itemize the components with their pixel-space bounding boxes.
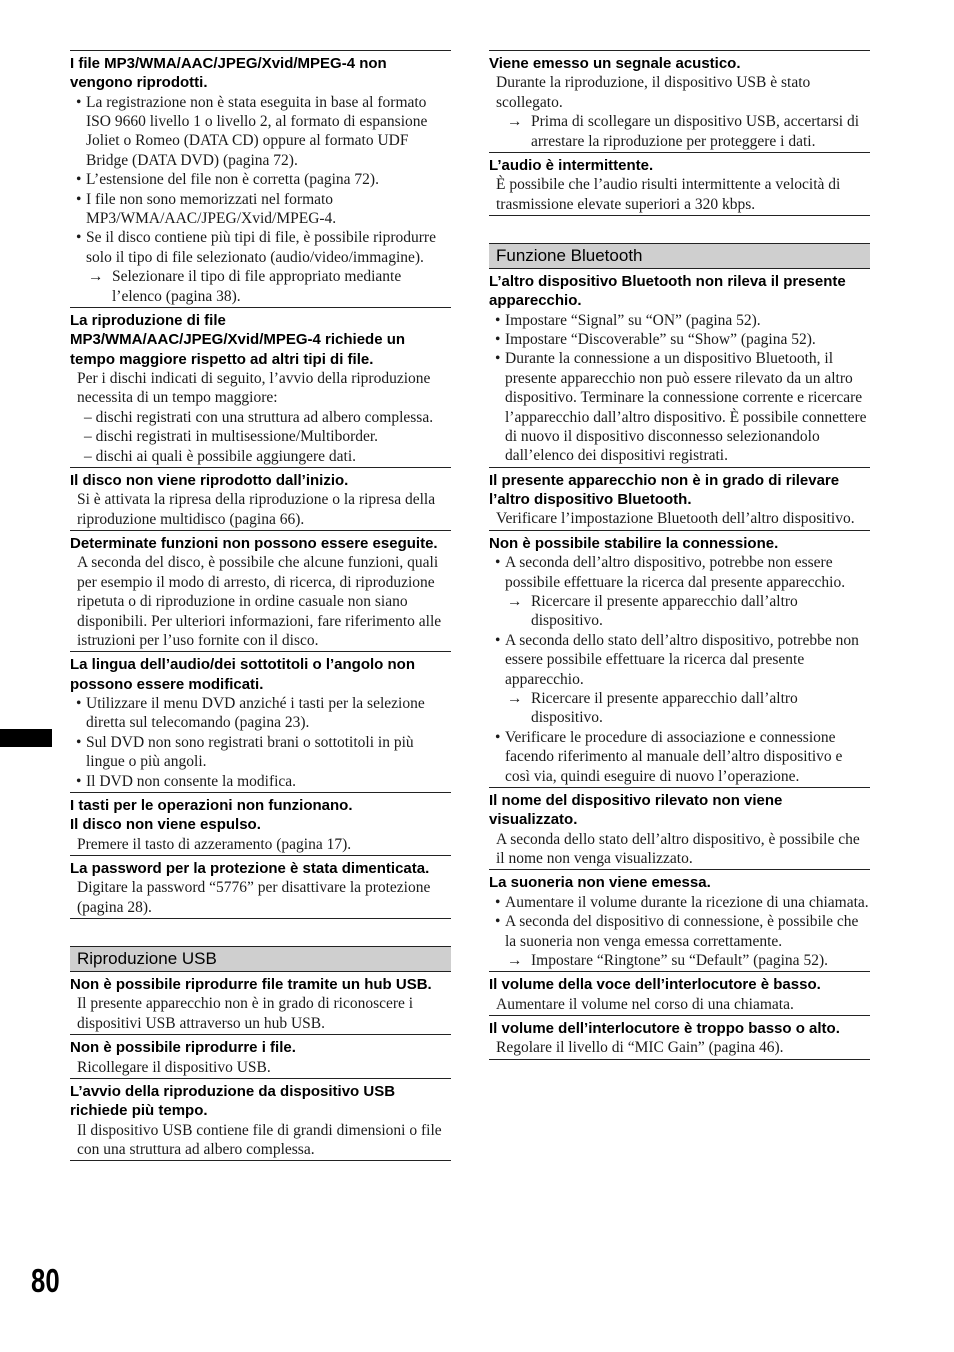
explanation-text: A seconda dello stato dell’altro dispositivo, è possibile che il nome non venga visualizzato. [496, 830, 860, 868]
troubleshooting-item [489, 268, 870, 467]
troubleshooting-item [70, 651, 451, 792]
explanation-text: Digitare la password “5776” per disattivare la protezione (pagina 28). [77, 879, 431, 916]
dash-item: – dischi registrati in multisessione/Multiborder. [84, 428, 379, 446]
right-column [489, 50, 870, 1060]
troubleshooting-item [489, 152, 870, 216]
dash-item: – dischi ai quali è possibile aggiungere dati. [84, 447, 357, 465]
troubleshooting-item [70, 1078, 451, 1161]
explanation-text: Durante la riproduzione, il dispositivo USB è stato scollegato. [496, 74, 811, 111]
solution-text: Ricercare il presente apparecchio dall’altro dispositivo. [531, 592, 798, 630]
problem-heading: Determinate funzioni non possono essere eseguite. [70, 535, 438, 553]
bullet-item: • Il DVD non consente la modifica. [70, 772, 451, 791]
explanation-text: Per i dischi indicati di seguito, l’avvio della riproduzione necessita di un tempo maggiore: [77, 369, 431, 407]
usb-blocks [70, 971, 451, 1161]
explanation-text: Premere il tasto di azzeramento (pagina 17). [77, 835, 352, 853]
bullet-item: • Utilizzare il menu DVD anziché i tasti per la selezione diretta sul telecomando (pagina 23). [70, 694, 451, 733]
solution-step [489, 592, 870, 631]
explanation-text: Aumentare il volume nel corso di una chiamata. [496, 995, 794, 1013]
left-blocks [70, 50, 451, 919]
troubleshooting-item [70, 50, 451, 307]
solution-step [489, 689, 870, 728]
troubleshooting-item [70, 307, 451, 467]
troubleshooting-item [489, 787, 870, 869]
troubleshooting-item [489, 1015, 870, 1060]
explanation-text: Il dispositivo USB contiene file di grandi dimensioni o file con una struttura ad albero complessa. [77, 1121, 442, 1158]
dash-item: – dischi registrati con una struttura ad albero complessa. [84, 408, 434, 426]
arrow-right-icon: → [507, 592, 523, 610]
troubleshooting-item [489, 971, 870, 1015]
arrow-right-icon: → [507, 113, 523, 131]
troubleshooting-item [70, 467, 451, 530]
explanation-text: Il presente apparecchio non è in grado di riconoscere i dispositivi USB attraverso un hub USB. [77, 995, 414, 1032]
problem-heading: La password per la protezione è stata dimenticata. [70, 860, 430, 878]
arrow-right-icon: → [507, 690, 523, 708]
bullet-item: • A seconda del dispositivo di connessione, è possibile che la suoneria non venga emessa correttamente. [489, 912, 870, 951]
bullet-item: • Durante la connessione a un dispositivo Bluetooth, il presente apparecchio non può essere rilevato da un altro dispositivo. Terminare la connessione corrente e ricercare l’apparecchio dall’altro dispositivo. È possibile connettere di nuovo il dispositivo disconnesso selezionandolo dall’elenco dei dispositivi registrati. [489, 349, 870, 465]
bullet-item: • A seconda dello stato dell’altro dispositivo, potrebbe non essere possibile effettuare la ricerca dal presente apparecchio. [489, 631, 870, 689]
troubleshooting-item [489, 50, 870, 152]
bullet-item: • Se il disco contiene più tipi di file, è possibile riprodurre solo il tipo di file selezionato (audio/video/immagine). [70, 228, 451, 267]
arrow-right-icon: → [88, 268, 104, 286]
problem-heading: Non è possibile riprodurre i file. [70, 1039, 296, 1057]
problem-heading: La riproduzione di file MP3/WMA/AAC/JPEG/Xvid/MPEG-4 richiede un tempo maggiore rispetto ad altri tipi di file. [70, 312, 406, 368]
bullet-item: • Impostare “Signal” su “ON” (pagina 52). [489, 311, 870, 330]
page-number: 80 [31, 1262, 60, 1299]
section-title-bluetooth: Funzione Bluetooth [489, 243, 870, 268]
problem-heading: Il nome del dispositivo rilevato non viene visualizzato. [489, 792, 783, 829]
problem-heading: La suoneria non viene emessa. [489, 874, 711, 892]
problem-heading: L’altro dispositivo Bluetooth non rileva il presente apparecchio. [489, 273, 846, 310]
explanation-text: Si è attivata la ripresa della riproduzione o la ripresa della riproduzione multidisco (pagina 66). [77, 491, 436, 528]
right-blocks [489, 50, 870, 216]
troubleshooting-item [70, 530, 451, 651]
troubleshooting-item [489, 530, 870, 787]
troubleshooting-item [489, 467, 870, 530]
problem-heading: L’audio è intermittente. [489, 156, 654, 174]
troubleshooting-item [489, 869, 870, 971]
solution-text: Selezionare il tipo di file appropriato mediante l’elenco (pagina 38). [112, 268, 402, 305]
problem-heading: Il disco non viene riprodotto dall’inizio. [70, 471, 349, 489]
solution-step [489, 951, 870, 970]
explanation-text: È possibile che l’audio risulti intermittente a velocità di trasmissione elevate superiori a 320 kbps. [496, 176, 841, 213]
problem-heading: L’avvio della riproduzione da dispositivo USB richiede più tempo. [70, 1082, 396, 1120]
problem-heading: La lingua dell’audio/dei sottotitoli o l’angolo non possono essere modificati. [70, 656, 415, 693]
problem-heading: Il volume della voce dell’interlocutore è basso. [489, 976, 821, 994]
problem-heading: Non è possibile stabilire la connessione. [489, 534, 779, 552]
bullet-item: • Impostare “Discoverable” su “Show” (pagina 52). [489, 330, 870, 349]
solution-step [489, 112, 870, 151]
solution-step [70, 267, 451, 306]
bluetooth-blocks [489, 268, 870, 1060]
explanation-text: Ricollegare il dispositivo USB. [77, 1058, 271, 1076]
bullet-item: • I file non sono memorizzati nel formato MP3/WMA/AAC/JPEG/Xvid/MPEG-4. [70, 190, 451, 229]
explanation-text: Regolare il livello di “MIC Gain” (pagina 46). [496, 1039, 784, 1057]
troubleshooting-item [70, 1034, 451, 1078]
thumb-index-tab [0, 729, 52, 747]
explanation-text: A seconda del disco, è possibile che alcune funzioni, quali per esempio il modo di arresto, di ricerca, di riproduzione ripetuta o di riproduzione in ordine casuale non siano disponibili. Per ulteriori informazioni, fare riferimento alle istruzioni per l’uso fornite con il disco. [77, 554, 442, 650]
explanation-text: Verificare l’impostazione Bluetooth dell’altro dispositivo. [496, 510, 855, 528]
bullet-item: • Aumentare il volume durante la ricezione di una chiamata. [489, 893, 870, 912]
problem-heading: Non è possibile riprodurre file tramite un hub USB. [70, 976, 432, 994]
solution-text: Impostare “Ringtone” su “Default” (pagina 52). [531, 951, 828, 969]
bullet-item: • L’estensione del file non è corretta (pagina 72). [70, 170, 451, 189]
solution-text: Prima di scollegare un dispositivo USB, accertarsi di arrestare la riproduzione per proteggere i dati. [531, 113, 860, 150]
left-column [70, 50, 451, 1161]
problem-heading: I file MP3/WMA/AAC/JPEG/Xvid/MPEG-4 non vengono riprodotti. [70, 55, 387, 92]
section-title-usb: Riproduzione USB [70, 946, 451, 971]
bullet-item: • A seconda dell’altro dispositivo, potrebbe non essere possibile effettuare la ricerca dal presente apparecchio. [489, 553, 870, 592]
problem-heading: Viene emesso un segnale acustico. [489, 55, 741, 72]
bullet-item: • Verificare le procedure di associazione e connessione facendo riferimento al manuale dell’altro dispositivo e così via, quindi eseguire di nuovo l’operazione. [489, 728, 870, 786]
solution-text: Ricercare il presente apparecchio dall’altro dispositivo. [531, 690, 798, 727]
troubleshooting-item [70, 792, 451, 855]
troubleshooting-item [70, 971, 451, 1034]
bullet-item: • Sul DVD non sono registrati brani o sottotitoli in più lingue o più angoli. [70, 733, 451, 772]
arrow-right-icon: → [507, 951, 523, 969]
bullet-item: • La registrazione non è stata eseguita in base al formato ISO 9660 livello 1 o livello 2, al formato di espansione Joliet o Romeo (DATA CD) oppure al formato UDF Bridge (DATA DVD) (pagina 72). [70, 93, 451, 171]
troubleshooting-item [70, 855, 451, 919]
problem-heading: Il presente apparecchio non è in grado di rilevare l’altro dispositivo Bluetooth. [489, 471, 840, 509]
problem-heading: I tasti per le operazioni non funzionano. Il disco non viene espulso. [70, 797, 353, 834]
problem-heading: Il volume dell’interlocutore è troppo basso o alto. [489, 1020, 840, 1038]
